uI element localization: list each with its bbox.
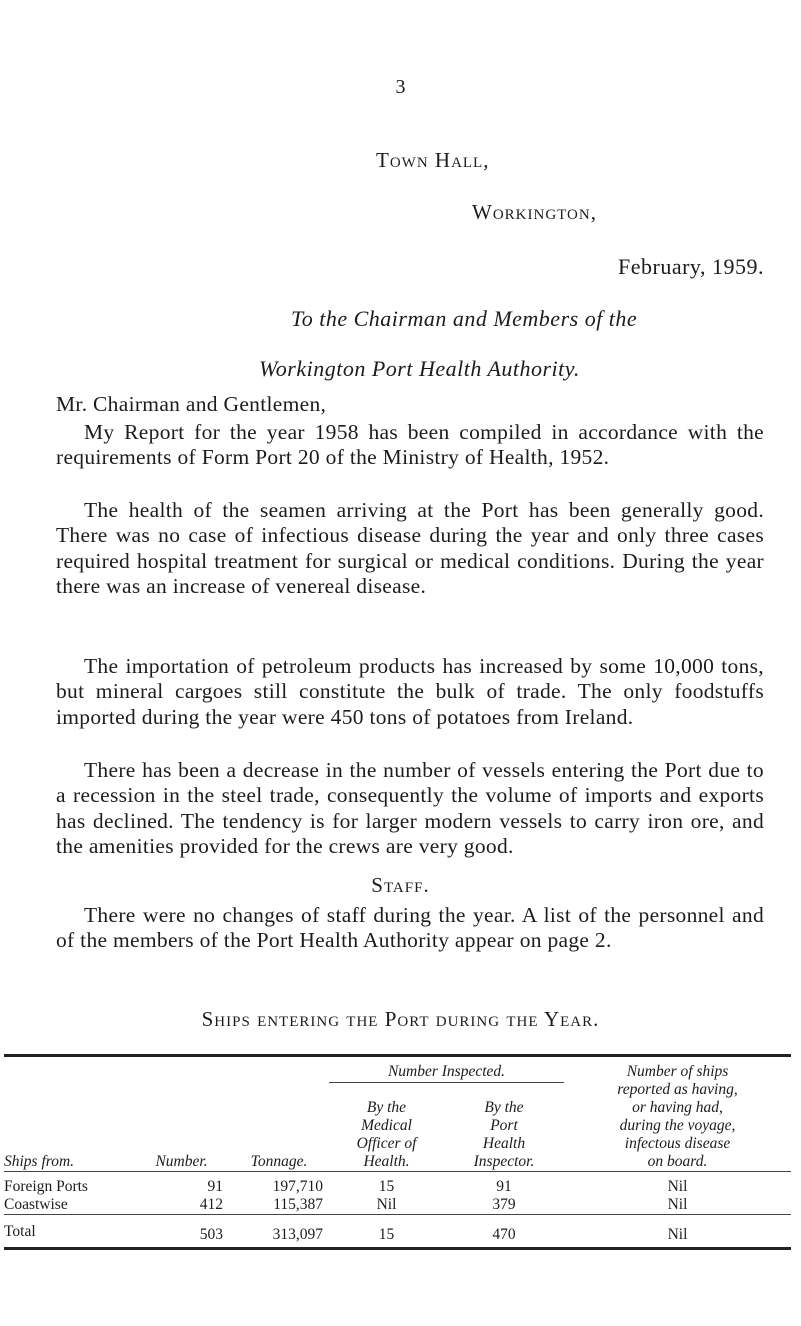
header-reported [564,1056,791,1172]
paragraph-text: My Report for the year 1958 has been compiled in accordance with the requirements of Form Port 20 of the Ministry of Health, 1952. [56,420,764,470]
paragraph-health [56,498,764,600]
paragraph-text: There has been a decrease in the number of vessels entering the Port due to a recession in the steel trade, consequently the volume of imports and exports has declined. The tendency is for larger modern vessels to carry iron ore, and the amenities provided for the crews are very good. [56,758,764,859]
paragraph-text: The health of the seamen arriving at the Port has been generally good. There was no case of infectious disease during the year and only three cases required hospital treatment for surgical or medical conditions. During the year there was an increase of venereal disease. [56,498,764,599]
paragraph-report [56,420,764,471]
addressee-line-2: Workington Port Health Authority. [259,356,580,381]
address-line-2: Workington, [472,200,597,224]
row-phi: 379 [492,1196,516,1213]
row-reported: Nil [667,1196,688,1213]
header-reported-line: reported as having, [617,1081,738,1098]
paragraph-staff [56,903,764,954]
row-number: 91 [207,1178,223,1195]
ships-table [4,1054,791,1250]
row-reported: Nil [667,1178,688,1195]
paragraph-text: There were no changes of staff during the year. A list of the personnel and of the members of the Port Health Authority appear on page 2. [56,903,764,953]
table-total-row [4,1223,791,1249]
header-phi-line: Health [482,1135,526,1152]
paragraph-vessels [56,758,764,860]
address-line-1: Town Hall, [376,148,490,172]
staff-heading: Staff. [371,873,430,897]
header-moh-line: Officer of [356,1135,417,1152]
total-reported: Nil [667,1226,688,1243]
addressee-line-1: To the Chairman and Members of the [291,306,638,331]
header-by-phi [444,1083,564,1172]
header-tonnage: Tonnage. [250,1153,308,1170]
header-phi-line: By the [484,1099,524,1116]
header-moh-line: Health. [363,1153,410,1170]
header-number: Number. [155,1153,208,1170]
total-phi: 470 [492,1226,516,1243]
salutation: Mr. Chairman and Gentlemen, [56,392,327,416]
paragraph-text: The importation of petroleum products has increased by some 10,000 tons, but mineral cargoes still constitute the bulk of trade. The only foodstuffs imported during the year were 450 tons of potatoes from Ireland. [56,654,764,729]
row-phi: 91 [496,1178,512,1195]
table-row [4,1178,791,1196]
row-number: 412 [199,1196,223,1213]
total-moh: 15 [378,1226,395,1243]
row-moh: 15 [378,1178,395,1195]
table-row [4,1196,791,1215]
letter-date: February, 1959. [618,254,764,279]
header-reported-line: Number of ships [626,1063,729,1080]
header-ships-from: Ships from. [4,1153,75,1170]
header-number-inspected: Number Inspected. [387,1063,506,1080]
total-number: 503 [199,1226,223,1243]
header-reported-line: infectous disease [624,1135,731,1152]
row-tonnage: 115,387 [273,1196,323,1213]
paragraph-imports [56,654,764,730]
ships-table-heading: Ships entering the Port during the Year. [201,1007,600,1031]
header-moh-line: Medical [361,1117,412,1134]
header-by-moh [329,1083,444,1172]
header-phi-line: Inspector. [473,1153,535,1170]
header-reported-line: during the voyage, [619,1117,736,1134]
header-phi-line: Port [490,1117,518,1134]
total-label: Total [4,1223,36,1240]
header-moh-line: By the [366,1099,407,1116]
header-reported-line: or having had, [632,1099,723,1116]
row-label: Coastwise [4,1196,68,1213]
row-label: Foreign Ports [4,1178,88,1195]
row-moh: Nil [376,1196,397,1213]
header-reported-line: on board. [647,1153,708,1170]
total-tonnage: 313,097 [272,1226,323,1243]
row-tonnage: 197,710 [272,1178,323,1195]
page-number: 3 [395,76,406,98]
